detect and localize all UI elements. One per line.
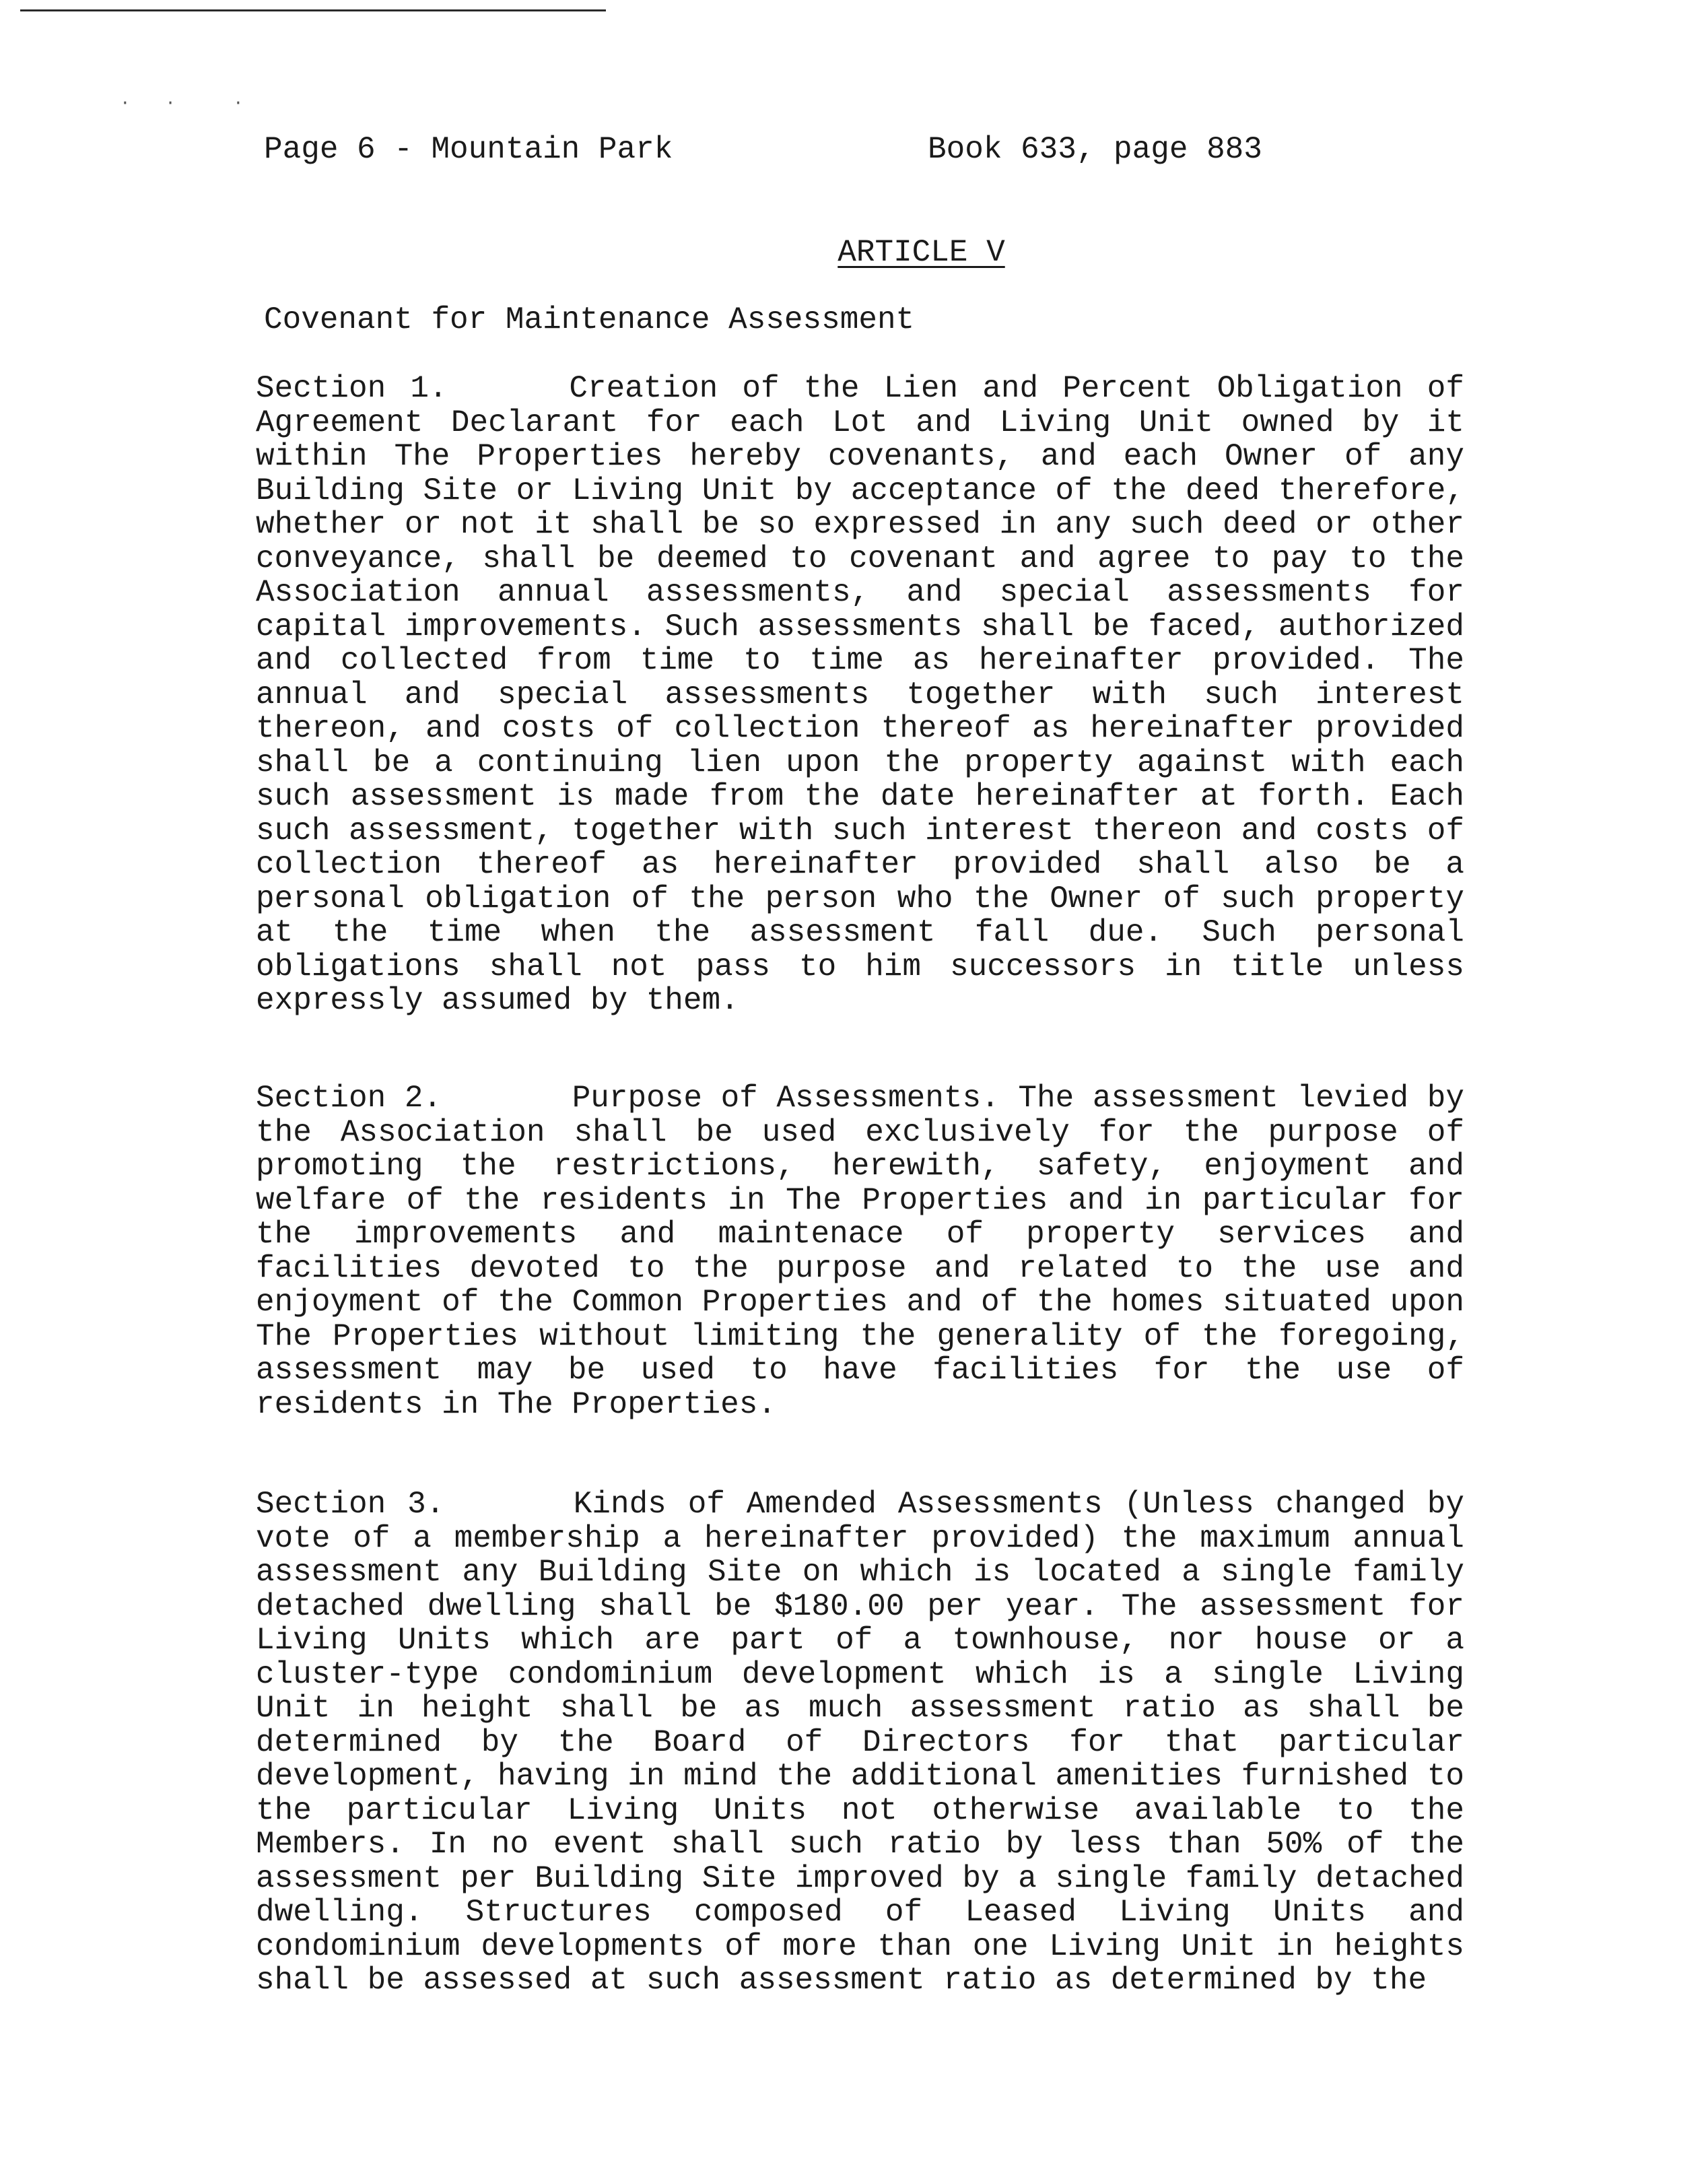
- section-3-heading: Kinds of Amended Assessments: [573, 1487, 1103, 1522]
- article-subtitle: Covenant for Maintenance Assessment: [264, 302, 915, 337]
- section-2-heading: Purpose of Assessments.: [572, 1081, 1000, 1116]
- section-1: [256, 372, 1464, 1018]
- article-title-wrap: [0, 232, 1708, 273]
- section-2: [256, 1081, 1464, 1421]
- section-1-heading: Creation of the Lien and Percent Obligation: [569, 371, 1403, 406]
- section-2-body: The assessment levied by the Association shall be used exclusively for the purpose of promoting the restrictions, herewith, safety, enjoyment and welfare of the residents in The Properties and in particular for the improvements and maintenace of property services and facilities devoted to the purpose and related to the use and enjoyment of the Common Properties and of the homes situated upon The Properties without limiting the generality of the foregoing, assessment may be used to have facilities for the use of residents in The Properties.: [256, 1081, 1465, 1422]
- section-3-body: (Unless changed by vote of a membership a hereinafter provided) the maximum annual assessment any Building Site on which is located a single family detached dwelling shall be $180.00 per year. The assessment for Living Units which are part of a townhouse, nor house or a cluster-type condominium development which is a single Living Unit in height shall be as much assessment ratio as shall be determined by the Board of Directors for that particular development, having in mind the additional amenities furnished to the particular Living Units not otherwise available to the Members. In no event shall such ratio by less than 50% of the assessment per Building Site improved by a single family detached dwelling. Structures composed of Leased Living Units and condominium developments of more than one Living Unit in heights shall be assessed at such assessment ratio as determined by the: [256, 1487, 1464, 1998]
- section-2-label: Section 2.: [256, 1081, 442, 1116]
- article-title: ARTICLE V: [838, 235, 1005, 270]
- section-1-body: of Agreement Declarant for each Lot and Living Unit owned by it within The Properties hereby covenants, and each Owner of any Building Site or Living Unit by acceptance of the deed therefore, whether or not it shall be so expressed in any such deed or other conveyance, shall be deemed to covenant and agree to pay to the Association annual assessments, and special assessments for capital improvements. Such assessments shall be faced, authorized and collected from time to time as hereinafter provided. The annual and special assessments together with such interest thereon, and costs of collection thereof as hereinafter provided shall be a continuing lien upon the property against with each such assessment is made from the date hereinafter at forth. Each such assessment, together with such interest thereon and costs of collection thereof as hereinafter provided shall also be a personal obligation of the person who the Owner of such property at the time when the assessment fall due. Such personal obligations shall not pass to him successors in title unless expressly assumed by them.: [256, 371, 1465, 1018]
- page-header-right: Book 633, page 883: [928, 132, 1262, 167]
- section-3-label: Section 3.: [256, 1487, 445, 1522]
- top-rule: [20, 9, 606, 11]
- section-1-label: Section 1.: [256, 371, 448, 406]
- scan-specks: · · ·: [120, 93, 256, 113]
- page-header-left: Page 6 - Mountain Park: [264, 132, 673, 167]
- section-3: [256, 1487, 1464, 1998]
